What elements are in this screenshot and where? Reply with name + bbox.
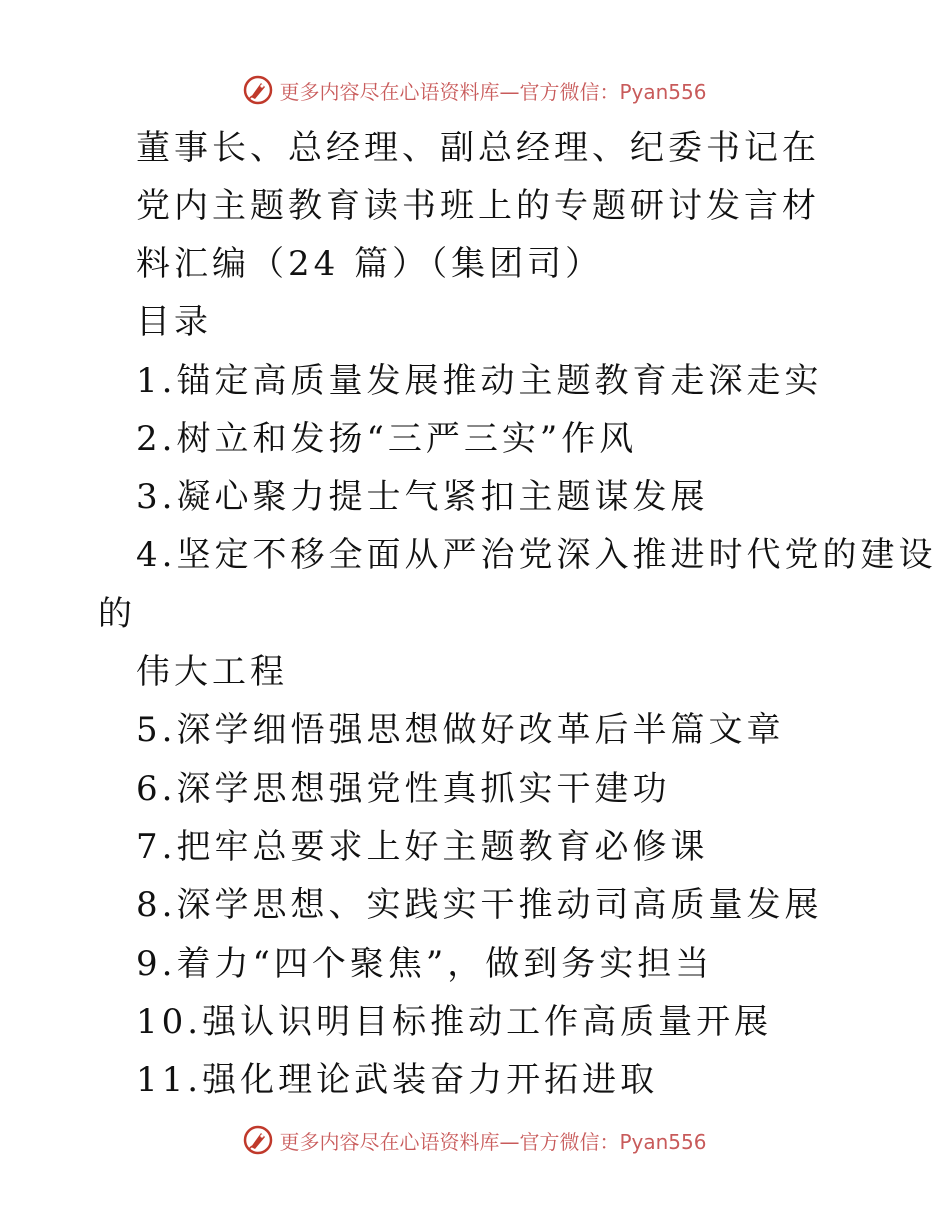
title-line-2: 党内主题教育读书班上的专题研讨发言材: [136, 186, 820, 226]
toc-heading: 目录: [136, 302, 212, 342]
header-banner-text: 更多内容尽在心语资料库—官方微信：Pyan556: [279, 79, 707, 104]
toc-item: 11.强化理论武装奋力开拓进取: [136, 1060, 659, 1100]
toc-item: 3.凝心聚力提士气紧扣主题谋发展: [136, 477, 709, 517]
pen-nib-logo-icon: [243, 75, 273, 105]
footer-banner: [0, 1120, 950, 1160]
toc-item: 1.锚定高质量发展推动主题教育走深走实: [136, 361, 823, 401]
toc-item: 5.深学细悟强思想做好改革后半篇文章: [136, 710, 785, 750]
toc-item: 6.深学思想强党性真抓实干建功: [136, 769, 671, 809]
toc-item: 7.把牢总要求上好主题教育必修课: [136, 827, 709, 867]
toc-item: 10.强认识明目标推动工作高质量开展: [136, 1002, 773, 1042]
header-banner: [0, 70, 950, 110]
toc-item: 9.着力“四个聚焦”，做到务实担当: [136, 944, 714, 984]
footer-banner-text: 更多内容尽在心语资料库—官方微信：Pyan556: [279, 1129, 707, 1154]
toc-item-wrap: 的: [98, 594, 136, 634]
toc-item: 2.树立和发扬“三严三实”作风: [136, 419, 638, 459]
toc-item: 8.深学思想、实践实干推动司高质量发展: [136, 885, 823, 925]
title-line-3: 料汇编（24 篇）（集团司）: [136, 244, 604, 284]
toc-item: 4.坚定不移全面从严治党深入推进时代党的建设: [136, 535, 937, 575]
toc-item: 伟大工程: [136, 652, 288, 692]
title-line-1: 董事长、总经理、副总经理、纪委书记在: [136, 128, 820, 168]
pen-nib-logo-icon: [243, 1125, 273, 1155]
